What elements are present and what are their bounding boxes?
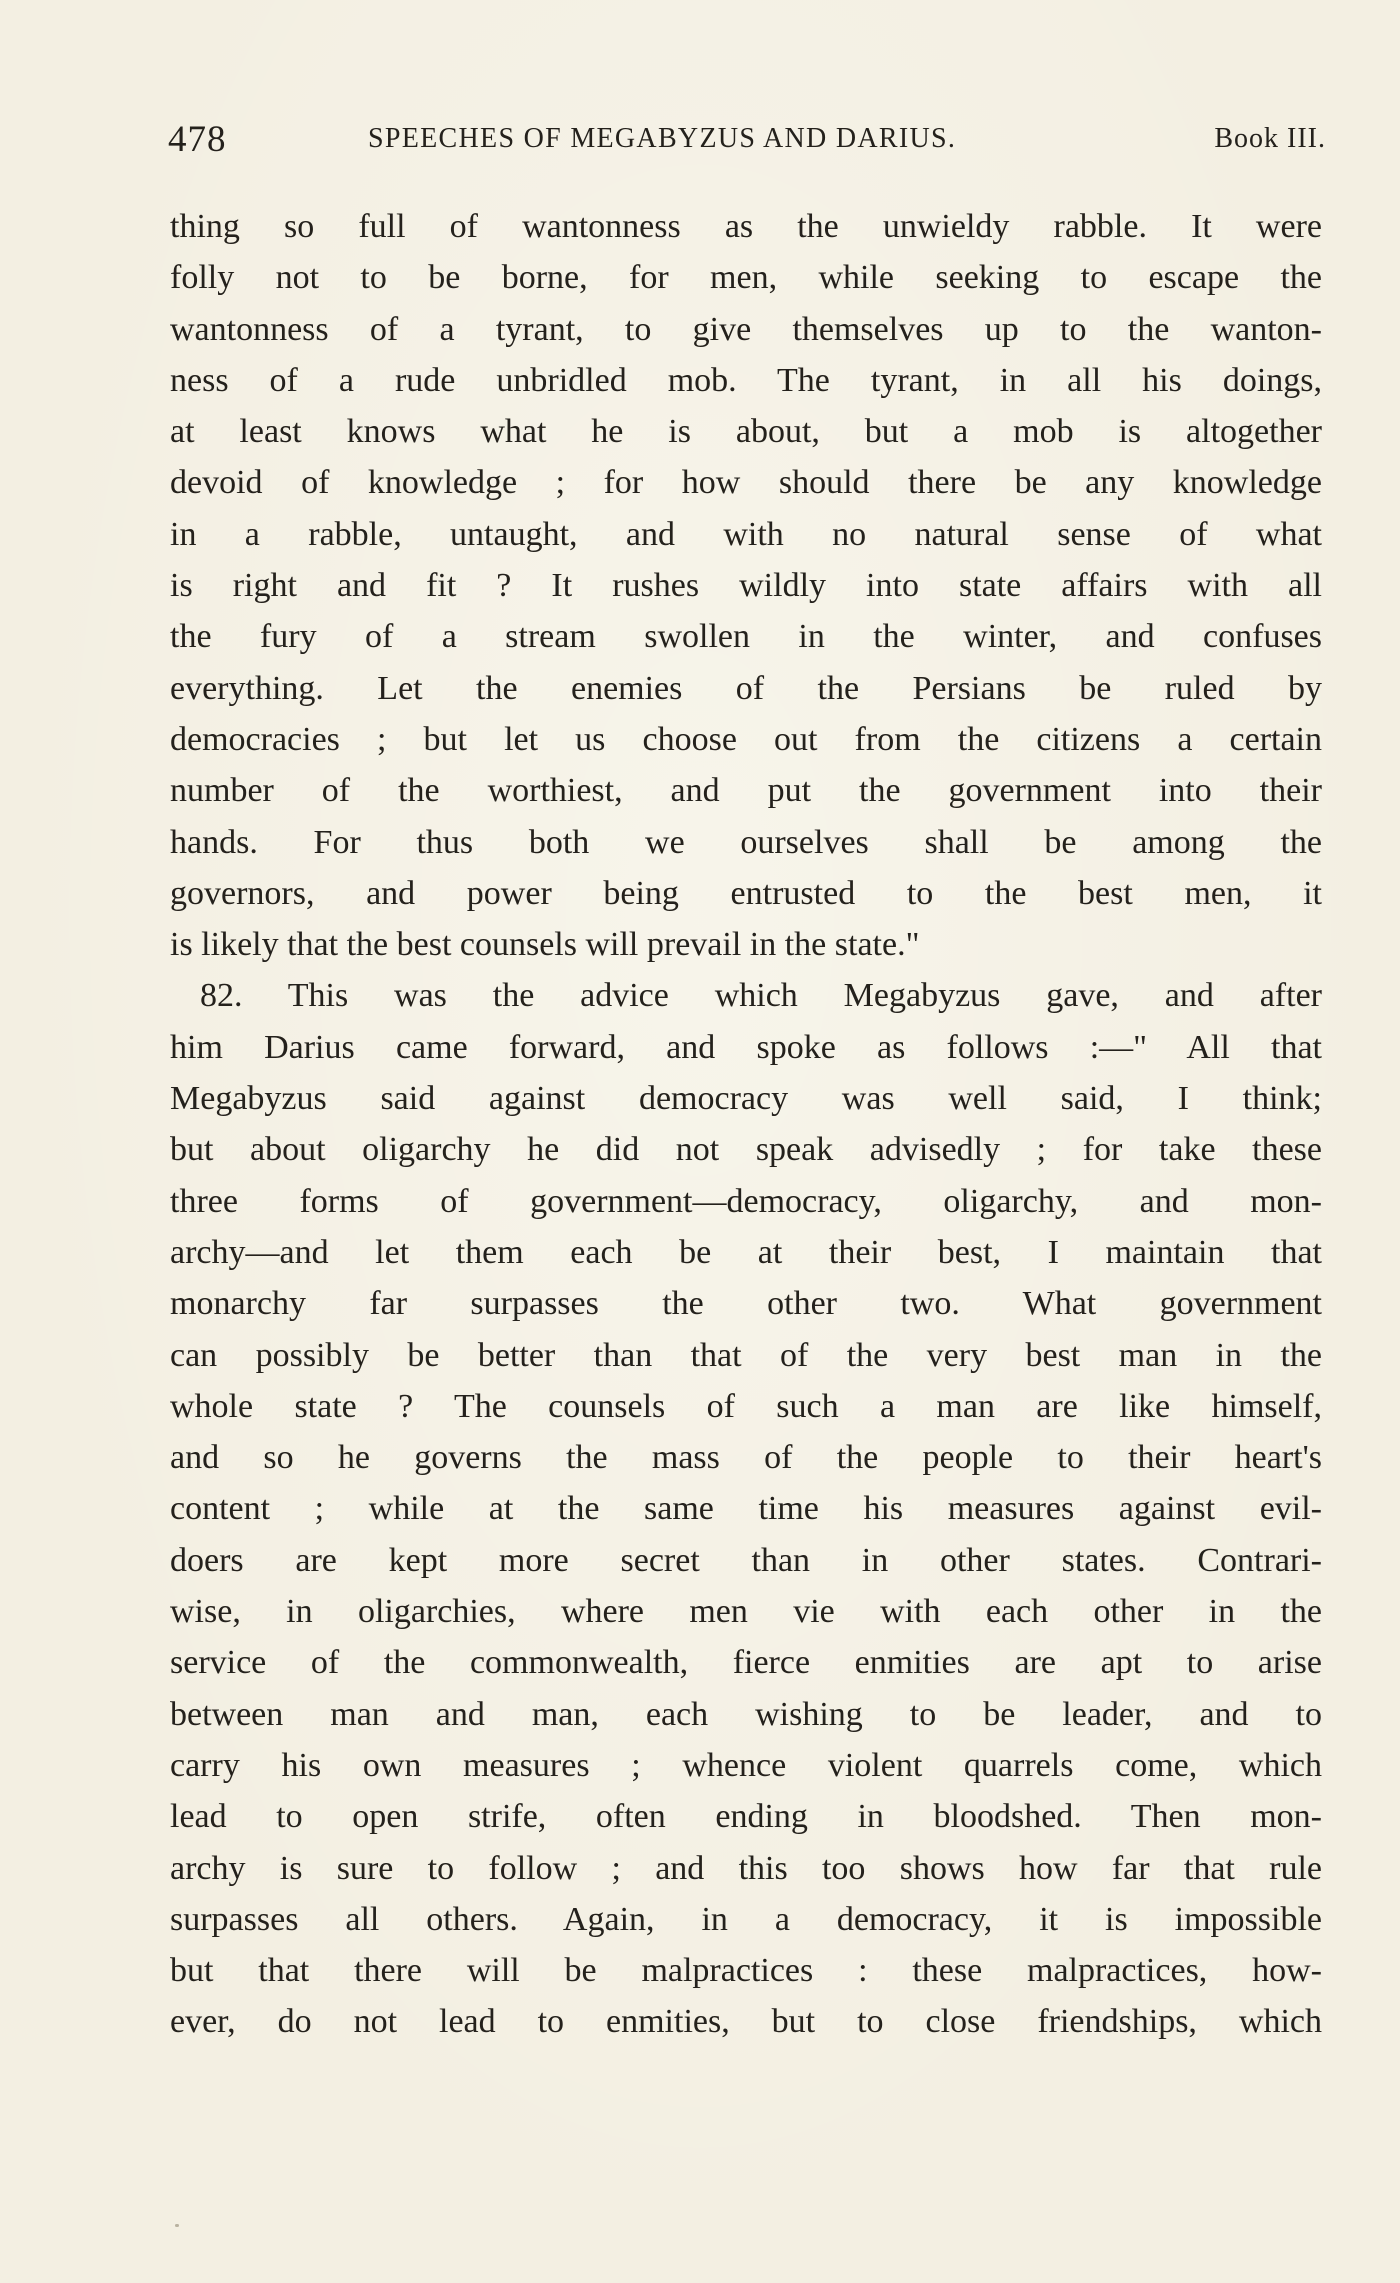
text-line: Megabyzus said against democracy was well said, I think; <box>170 1080 1322 1118</box>
text-line: him Darius came forward, and spoke as follows :—" All that <box>170 1028 1322 1066</box>
text-line: wantonness of a tyrant, to give themselves up to the wanton- <box>170 310 1322 348</box>
text-line: ever, do not lead to enmities, but to close friendships, which <box>170 2003 1322 2041</box>
text-line: surpasses all others. Again, in a democracy, it is impossible <box>170 1900 1322 1938</box>
text-line: democracies ; but let us choose out from the citizens a certain <box>170 720 1322 758</box>
text-line: wise, in oligarchies, where men vie with each other in the <box>170 1593 1322 1631</box>
book-reference: Book III. <box>1214 123 1326 154</box>
text-line: service of the commonwealth, fierce enmities are apt to arise <box>170 1644 1322 1682</box>
text-line: but about oligarchy he did not speak advisedly ; for take these <box>170 1131 1322 1169</box>
text-line: between man and man, each wishing to be leader, and to <box>170 1695 1322 1733</box>
text-line: number of the worthiest, and put the government into their <box>170 772 1322 810</box>
text-line: content ; while at the same time his measures against evil- <box>170 1490 1322 1528</box>
text-line: and so he governs the mass of the people to their heart's <box>170 1439 1322 1477</box>
running-head <box>168 112 1326 162</box>
text-line: governors, and power being entrusted to the best men, it <box>170 874 1322 912</box>
text-line: devoid of knowledge ; for how should there be any knowledge <box>170 464 1322 502</box>
text-line: thing so full of wantonness as the unwieldy rabble. It were <box>170 208 1322 245</box>
text-line: whole state ? The counsels of such a man are like himself, <box>170 1387 1322 1425</box>
section-82-start-line: 82. This was the advice which Megabyzus gave, and after <box>200 977 1322 1015</box>
text-line: archy—and let them each be at their best, I maintain that <box>170 1233 1322 1271</box>
text-line: can possibly be better than that of the very best man in the <box>170 1336 1322 1374</box>
text-line: but that there will be malpractices : these malpractices, how- <box>170 1952 1322 1990</box>
text-line: hands. For thus both we ourselves shall be among the <box>170 823 1322 861</box>
page-number: 478 <box>168 119 227 160</box>
text-line: ness of a rude unbridled mob. The tyrant, in all his doings, <box>170 361 1322 399</box>
text-line: three forms of government—democracy, oligarchy, and mon- <box>170 1182 1322 1220</box>
text-line: everything. Let the enemies of the Persians be ruled by <box>170 669 1322 707</box>
text-line: folly not to be borne, for men, while seeking to escape the <box>170 259 1322 297</box>
text-line: carry his own measures ; whence violent quarrels come, which <box>170 1746 1322 1784</box>
text-line: archy is sure to follow ; and this too shows how far that rule <box>170 1849 1322 1887</box>
text-line: in a rabble, untaught, and with no natural sense of what <box>170 515 1322 553</box>
body-text <box>170 201 1322 2048</box>
paragraph-end-line: is likely that the best counsels will prevail in the state." <box>170 926 920 964</box>
text-line: monarchy far surpasses the other two. What government <box>170 1285 1322 1323</box>
text-line: the fury of a stream swollen in the winter, and confuses <box>170 618 1322 656</box>
text-line: is right and fit ? It rushes wildly into state affairs with all <box>170 567 1322 605</box>
text-line: doers are kept more secret than in other states. Contrari- <box>170 1541 1322 1579</box>
paper-speck <box>175 2224 179 2227</box>
text-line: at least knows what he is about, but a mob is altogether <box>170 413 1322 451</box>
running-title: SPEECHES OF MEGABYZUS AND DARIUS. <box>368 123 957 154</box>
text-line: lead to open strife, often ending in bloodshed. Then mon- <box>170 1798 1322 1836</box>
